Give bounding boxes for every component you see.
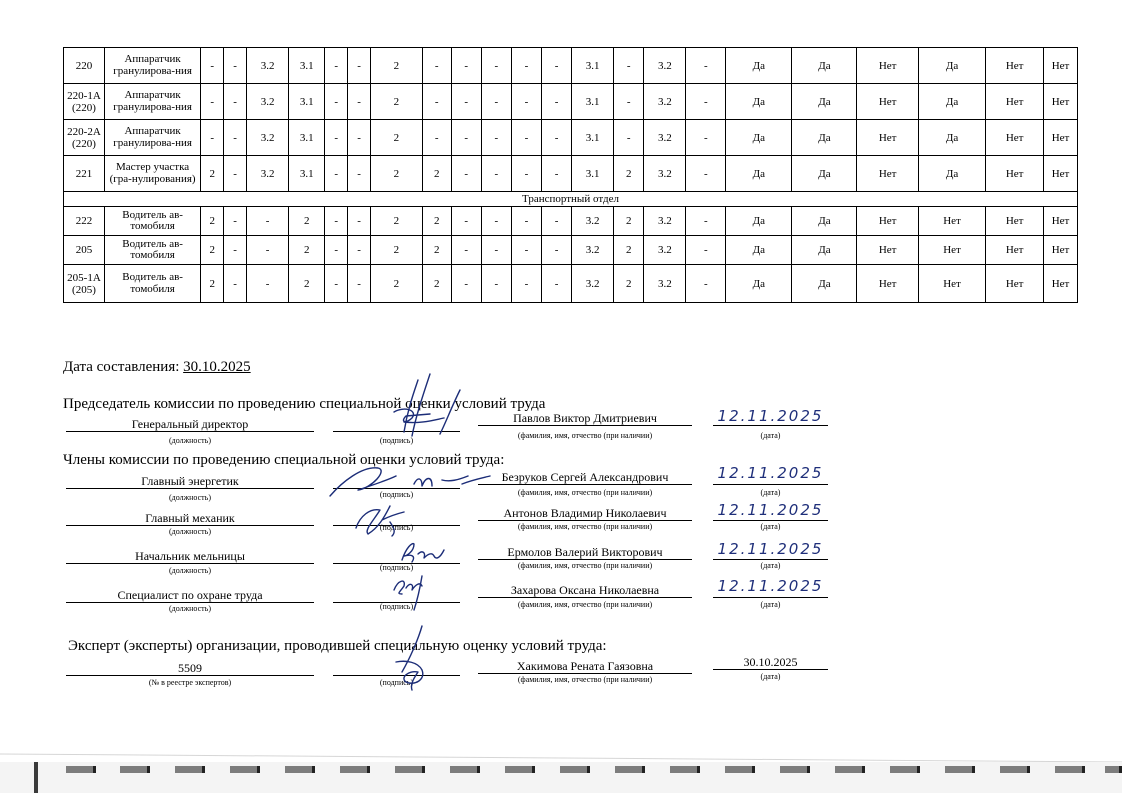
member-4-date: 12.11.2025: [717, 577, 824, 595]
job-title-cell: Мастер участка (гра-нулирования): [104, 156, 200, 192]
caption-position: (должность): [169, 436, 211, 445]
table-cell: Нет: [986, 48, 1044, 84]
scan-mark: [615, 766, 645, 773]
table-cell: 3.2: [572, 207, 614, 236]
table-cell: -: [348, 265, 371, 303]
table-cell: Нет: [918, 236, 985, 265]
chair-date: 12.11.2025: [717, 407, 824, 425]
member-3-position: Начальник мельницы: [66, 549, 314, 564]
table-cell: Нет: [918, 207, 985, 236]
job-title-cell: Водитель ав-томобиля: [104, 265, 200, 303]
sout-results-table: [63, 47, 1078, 303]
table-cell: -: [511, 156, 541, 192]
table-cell: -: [422, 120, 451, 156]
table-cell: 2: [614, 156, 644, 192]
job-title-cell: Водитель ав-томобиля: [104, 236, 200, 265]
table-cell: Да: [726, 207, 792, 236]
caption-signature: (подпись): [379, 523, 414, 532]
scan-mark: [395, 766, 425, 773]
table-cell: -: [247, 265, 289, 303]
table-cell: -: [224, 84, 247, 120]
table-cell: -: [686, 156, 726, 192]
job-title-cell: Аппаратчик гранулирова-ния: [104, 120, 200, 156]
table-cell: -: [481, 265, 511, 303]
table-cell: 2: [422, 236, 451, 265]
table-cell: 2: [614, 207, 644, 236]
table-cell: -: [451, 120, 481, 156]
table-cell: Нет: [986, 156, 1044, 192]
table-cell: -: [325, 236, 348, 265]
workplace-number-cell: 221: [64, 156, 105, 192]
table-cell: 3.2: [644, 84, 686, 120]
caption-position: (должность): [169, 493, 211, 502]
table-cell: 2: [201, 156, 224, 192]
table-cell: 2: [289, 207, 325, 236]
table-cell: -: [348, 156, 371, 192]
table-cell: -: [451, 84, 481, 120]
table-cell: Нет: [1044, 120, 1078, 156]
table-cell: -: [247, 207, 289, 236]
table-row: [64, 265, 1078, 303]
table-cell: -: [481, 84, 511, 120]
member-1-signature: [322, 462, 492, 502]
table-cell: -: [224, 207, 247, 236]
table-cell: -: [325, 48, 348, 84]
table-cell: Нет: [1044, 48, 1078, 84]
table-cell: 3.2: [572, 265, 614, 303]
table-cell: -: [511, 236, 541, 265]
table-cell: 3.2: [247, 120, 289, 156]
table-cell: -: [511, 120, 541, 156]
job-title-cell: Аппаратчик гранулирова-ния: [104, 48, 200, 84]
table-cell: 3.1: [572, 156, 614, 192]
caption-date: (дата): [760, 431, 781, 440]
table-cell: 3.1: [289, 48, 325, 84]
caption-signature: (подпись): [379, 563, 414, 572]
table-cell: -: [224, 236, 247, 265]
chair-signature: [360, 372, 470, 440]
workplace-number-cell: 205-1А (205): [64, 265, 105, 303]
table-cell: Да: [726, 265, 792, 303]
table-cell: Нет: [1044, 156, 1078, 192]
table-cell: Да: [726, 156, 792, 192]
table-cell: 2: [371, 120, 423, 156]
expert-registry-number: 5509: [66, 661, 314, 676]
member-3-name: Ермолов Валерий Викторович: [478, 545, 692, 560]
member-4-signature: [388, 570, 434, 612]
scan-mark: [175, 766, 205, 773]
table-cell: Да: [792, 48, 857, 84]
table-row: [64, 84, 1078, 120]
workplace-number-cell: 220-2А (220): [64, 120, 105, 156]
table-cell: -: [201, 84, 224, 120]
member-2-name: Антонов Владимир Николаевич: [478, 506, 692, 521]
table-cell: -: [481, 48, 511, 84]
scan-mark: [285, 766, 315, 773]
scan-mark: [66, 766, 96, 773]
table-cell: Нет: [1044, 236, 1078, 265]
table-cell: -: [686, 48, 726, 84]
table-cell: Нет: [857, 84, 918, 120]
table-cell: Да: [792, 84, 857, 120]
scan-mark: [725, 766, 755, 773]
table-cell: Да: [918, 48, 985, 84]
table-cell: -: [511, 265, 541, 303]
caption-signature: (подпись): [379, 602, 414, 611]
table-row: [64, 48, 1078, 84]
caption-signature: (подпись): [379, 436, 414, 445]
table-cell: Да: [726, 236, 792, 265]
table-cell: 2: [201, 207, 224, 236]
table-cell: Да: [792, 207, 857, 236]
table-cell: -: [541, 120, 571, 156]
table-cell: Да: [792, 265, 857, 303]
workplace-number-cell: 220-1А (220): [64, 84, 105, 120]
table-cell: -: [541, 48, 571, 84]
table-cell: Да: [792, 120, 857, 156]
member-4-name: Захарова Оксана Николаевна: [478, 583, 692, 598]
table-cell: -: [422, 48, 451, 84]
compiled-date-line: [63, 359, 251, 376]
table-cell: Да: [792, 156, 857, 192]
table-cell: -: [481, 156, 511, 192]
table-cell: 3.1: [289, 120, 325, 156]
compiled-date-label: Дата составления:: [63, 359, 180, 375]
table-cell: Нет: [857, 236, 918, 265]
table-cell: -: [325, 84, 348, 120]
table-cell: -: [348, 84, 371, 120]
table-cell: -: [224, 156, 247, 192]
table-cell: Да: [726, 120, 792, 156]
caption-date: (дата): [760, 672, 781, 681]
member-2-signature: [350, 498, 410, 538]
table-cell: -: [348, 48, 371, 84]
table-cell: -: [224, 48, 247, 84]
table-cell: -: [686, 207, 726, 236]
caption-fio: (фамилия, имя, отчество (при наличии): [517, 431, 653, 440]
table-cell: -: [325, 207, 348, 236]
table-cell: -: [686, 236, 726, 265]
member-4-position: Специалист по охране труда: [66, 588, 314, 603]
scan-mark: [230, 766, 260, 773]
scan-mark: [780, 766, 810, 773]
table-cell: Нет: [918, 265, 985, 303]
department-label: Транспортный отдел: [64, 192, 1078, 207]
expert-date: 30.10.2025: [713, 655, 828, 670]
table-cell: -: [614, 120, 644, 156]
table-cell: -: [451, 156, 481, 192]
member-2-position: Главный механик: [66, 511, 314, 526]
chair-heading: Председатель комиссии по проведению специальной оценки условий труда: [63, 396, 546, 412]
member-1-date: 12.11.2025: [717, 464, 824, 482]
table-cell: -: [481, 236, 511, 265]
workplace-number-cell: 222: [64, 207, 105, 236]
table-cell: Нет: [857, 265, 918, 303]
table-cell: -: [541, 207, 571, 236]
table-cell: Да: [726, 84, 792, 120]
job-title-cell: Аппаратчик гранулирова-ния: [104, 84, 200, 120]
table-cell: 3.1: [572, 120, 614, 156]
table-cell: 2: [371, 156, 423, 192]
table-cell: 3.2: [644, 236, 686, 265]
table-cell: Да: [918, 84, 985, 120]
table-cell: -: [451, 207, 481, 236]
scan-mark: [1055, 766, 1085, 773]
table-cell: Нет: [857, 120, 918, 156]
workplace-number-cell: 205: [64, 236, 105, 265]
table-cell: Нет: [857, 156, 918, 192]
table-cell: -: [511, 207, 541, 236]
caption-date: (дата): [760, 488, 781, 497]
caption-fio: (фамилия, имя, отчество (при наличии): [517, 561, 653, 570]
member-3-signature: [398, 538, 448, 566]
table-cell: -: [511, 48, 541, 84]
caption-date: (дата): [760, 561, 781, 570]
table-cell: -: [481, 207, 511, 236]
table-cell: 3.1: [289, 156, 325, 192]
table-cell: 3.2: [247, 156, 289, 192]
caption-fio: (фамилия, имя, отчество (при наличии): [517, 675, 653, 684]
table-cell: -: [541, 156, 571, 192]
table-cell: 2: [371, 48, 423, 84]
table-cell: 3.2: [644, 48, 686, 84]
caption-position: (должность): [169, 566, 211, 575]
table-cell: -: [541, 84, 571, 120]
scan-edge-shadow: [0, 728, 1122, 793]
caption-fio: (фамилия, имя, отчество (при наличии): [517, 522, 653, 531]
table-cell: -: [451, 265, 481, 303]
scan-mark: [835, 766, 865, 773]
member-1-position: Главный энергетик: [66, 474, 314, 489]
table-cell: -: [325, 120, 348, 156]
table-cell: Нет: [986, 120, 1044, 156]
table-cell: 2: [371, 84, 423, 120]
table-cell: 3.2: [644, 265, 686, 303]
caption-signature: (подпись): [379, 490, 414, 499]
member-3-date: 12.11.2025: [717, 540, 824, 558]
table-cell: 3.2: [644, 156, 686, 192]
table-cell: -: [481, 120, 511, 156]
table-cell: 3.2: [644, 120, 686, 156]
table-cell: -: [348, 236, 371, 265]
caption-registry: (№ в реестре экспертов): [148, 678, 232, 687]
table-cell: -: [614, 84, 644, 120]
expert-name: Хакимова Рената Гаязовна: [478, 659, 692, 674]
table-cell: -: [686, 120, 726, 156]
table-cell: Нет: [1044, 265, 1078, 303]
table-cell: 3.1: [572, 48, 614, 84]
table-cell: Нет: [857, 48, 918, 84]
table-cell: 2: [422, 265, 451, 303]
table-cell: -: [451, 48, 481, 84]
job-title-cell: Водитель ав-томобиля: [104, 207, 200, 236]
table-cell: Да: [726, 48, 792, 84]
scan-mark: [890, 766, 920, 773]
table-cell: 3.2: [247, 84, 289, 120]
table-cell: 2: [614, 236, 644, 265]
table-row: [64, 156, 1078, 192]
caption-position: (должность): [169, 604, 211, 613]
table-cell: -: [422, 84, 451, 120]
table-cell: -: [541, 236, 571, 265]
table-row: [64, 207, 1078, 236]
table-cell: 3.2: [644, 207, 686, 236]
table-cell: Нет: [986, 84, 1044, 120]
table-cell: Да: [918, 156, 985, 192]
table-cell: -: [201, 48, 224, 84]
table-cell: 3.2: [572, 236, 614, 265]
scan-mark: [450, 766, 480, 773]
caption-date: (дата): [760, 600, 781, 609]
table-cell: 2: [422, 156, 451, 192]
table-cell: -: [348, 120, 371, 156]
caption-fio: (фамилия, имя, отчество (при наличии): [517, 488, 653, 497]
scan-mark: [1000, 766, 1030, 773]
table-cell: 2: [201, 265, 224, 303]
table-cell: Да: [918, 120, 985, 156]
table-cell: -: [686, 84, 726, 120]
chair-position: Генеральный директор: [66, 417, 314, 432]
table-row: [64, 120, 1078, 156]
table-cell: 3.2: [247, 48, 289, 84]
member-1-name: Безруков Сергей Александрович: [478, 470, 692, 485]
scan-mark: [340, 766, 370, 773]
scan-mark: [505, 766, 535, 773]
table-cell: 2: [371, 207, 423, 236]
table-cell: -: [451, 236, 481, 265]
table-cell: -: [224, 120, 247, 156]
table-cell: Нет: [1044, 207, 1078, 236]
table-cell: Нет: [857, 207, 918, 236]
table-cell: -: [325, 265, 348, 303]
table-cell: 2: [371, 236, 423, 265]
table-cell: -: [614, 48, 644, 84]
scan-mark: [560, 766, 590, 773]
table-cell: 2: [289, 236, 325, 265]
table-cell: 2: [289, 265, 325, 303]
caption-position: (должность): [169, 527, 211, 536]
table-cell: -: [201, 120, 224, 156]
table-cell: -: [686, 265, 726, 303]
scan-mark: [945, 766, 975, 773]
expert-signature: [388, 622, 438, 692]
table-cell: Да: [792, 236, 857, 265]
table-row: [64, 236, 1078, 265]
caption-signature: (подпись): [379, 678, 414, 687]
chair-name: Павлов Виктор Дмитриевич: [478, 411, 692, 426]
members-heading: Члены комиссии по проведению специальной оценки условий труда:: [63, 452, 505, 468]
table-cell: -: [511, 84, 541, 120]
table-cell: Нет: [986, 265, 1044, 303]
expert-heading: Эксперт (эксперты) организации, проводившей специальную оценку условий труда:: [68, 638, 607, 654]
caption-date: (дата): [760, 522, 781, 531]
table-cell: Нет: [986, 236, 1044, 265]
table-cell: 3.1: [572, 84, 614, 120]
scan-mark: [1105, 766, 1122, 773]
table-cell: -: [325, 156, 348, 192]
scan-mark: [670, 766, 700, 773]
member-2-date: 12.11.2025: [717, 501, 824, 519]
table-cell: 2: [201, 236, 224, 265]
compiled-date-value: 30.10.2025: [183, 359, 251, 375]
workplace-number-cell: 220: [64, 48, 105, 84]
table-cell: 2: [422, 207, 451, 236]
table-cell: -: [247, 236, 289, 265]
scan-mark: [120, 766, 150, 773]
table-cell: -: [348, 207, 371, 236]
caption-fio: (фамилия, имя, отчество (при наличии): [517, 600, 653, 609]
department-row: [64, 192, 1078, 207]
table-cell: -: [224, 265, 247, 303]
table-cell: 2: [614, 265, 644, 303]
table-cell: 3.1: [289, 84, 325, 120]
table-cell: Нет: [1044, 84, 1078, 120]
table-cell: Нет: [986, 207, 1044, 236]
table-cell: -: [541, 265, 571, 303]
table-cell: 2: [371, 265, 423, 303]
